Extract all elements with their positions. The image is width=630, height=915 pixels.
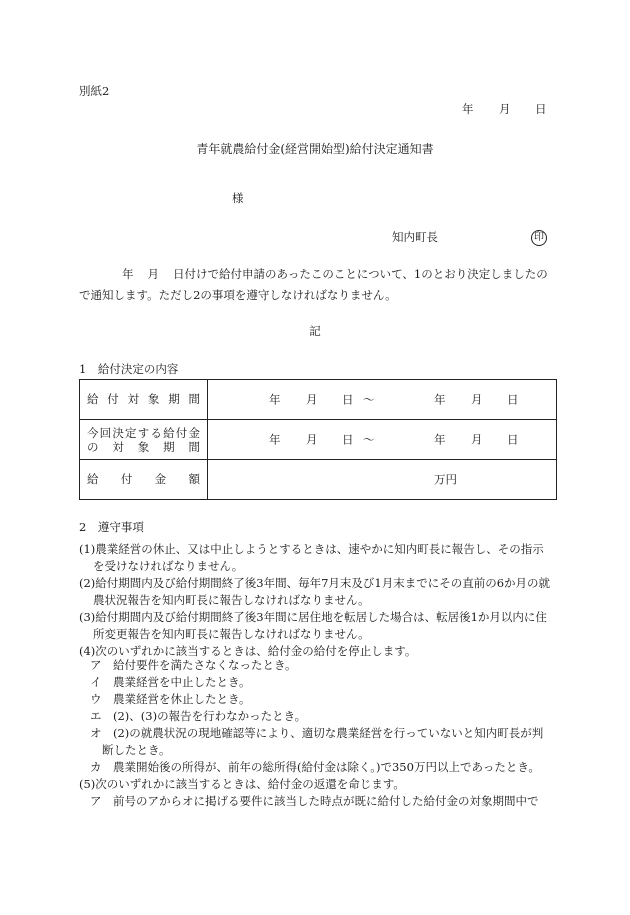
- tilde: 〜: [363, 431, 375, 446]
- intro-paragraph: [79, 264, 559, 306]
- from-month: 月: [306, 391, 318, 406]
- section-2-heading: 2 遵守事項: [79, 520, 144, 534]
- rule-item-3: (3)給付期間内及び給付期間終了後3年間に居住地を転居した場合は、転居後1か月以内に住 所変更報告を知内町長に報告しなければなりません。: [79, 610, 547, 641]
- to-month: 月: [471, 431, 483, 446]
- intro-year: 年: [122, 267, 134, 281]
- table-row: [80, 380, 557, 420]
- from-day: 日: [342, 391, 354, 406]
- from-month: 月: [306, 431, 318, 446]
- rule-item-2: (2)給付期間内及び給付期間終了後3年間、毎年7月末及び1月末までにその直前の6か月の就 農状況報告を知内町長に報告しなければなりません。: [79, 576, 551, 607]
- issuer-name: 知内町長: [392, 230, 438, 244]
- decision-table: [79, 379, 557, 500]
- date-day: 日: [535, 102, 547, 116]
- tilde: 〜: [363, 391, 375, 406]
- sub-item-o: オ (2)の就農状況の現地確認等により、適切な農業経営を行っていないと知内町長が判: [90, 726, 544, 740]
- value-amount: [208, 460, 557, 500]
- to-day: 日: [507, 431, 519, 446]
- value-current-period: [208, 420, 557, 460]
- ki-marker: 記: [309, 324, 321, 338]
- from-year: 年: [269, 431, 281, 446]
- table-row: [80, 460, 557, 500]
- sub-item-ka: カ 農業開始後の所得が、前年の総所得(給付金は除く。)で350万円以上であったとき。: [90, 760, 540, 774]
- sub-item-i: イ 農業経営を中止したとき。: [90, 675, 251, 689]
- date-year: 年: [462, 102, 474, 116]
- rule-item-5: (5)次のいずれかに該当するときは、給付金の返還を命じます。: [79, 777, 405, 791]
- sub5-item-a: ア 前号のアからオに掲げる要件に該当した時点が既に給付した給付金の対象期間中で: [90, 794, 539, 808]
- amount-unit: 万円: [434, 471, 457, 486]
- sub-item-u: ウ 農業経営を休止したとき。: [90, 692, 251, 706]
- from-year: 年: [269, 391, 281, 406]
- seal-mark: 印: [531, 230, 547, 246]
- form-number: 別紙2: [79, 84, 110, 98]
- to-year: 年: [434, 391, 446, 406]
- sub-item-o-cont: 断したとき。: [102, 743, 171, 757]
- recipient-suffix: 様: [232, 191, 244, 205]
- intro-rest: 日付けで給付申請のあったこのことについて、1のとおり決定しましたの: [173, 267, 548, 281]
- rule-item-4: (4)次のいずれかに該当するときは、給付金の給付を停止します。: [79, 644, 417, 658]
- to-year: 年: [434, 431, 446, 446]
- table-row: [80, 420, 557, 460]
- sub-item-e: エ (2)、(3)の報告を行わなかったとき。: [90, 709, 307, 723]
- value-period: [208, 380, 557, 420]
- intro-line-2: で通知します。ただし2の事項を遵守しなければなりません。: [79, 288, 397, 302]
- intro-line-1: [79, 264, 559, 285]
- from-day: 日: [342, 431, 354, 446]
- label-current-period: 今回決定する給付金 の対象期間: [80, 420, 208, 460]
- date-month: 月: [499, 102, 511, 116]
- to-day: 日: [507, 391, 519, 406]
- label-amount: 給付金額: [80, 460, 208, 500]
- rule-item-1: (1)農業経営の休止、又は中止しようとするときは、速やかに知内町長に報告し、その指示 を受けなければなりません。: [79, 542, 544, 573]
- label-period: 給付対象期間: [80, 380, 208, 420]
- sub-item-a: ア 給付要件を満たさなくなったとき。: [90, 658, 297, 672]
- document-title: 青年就農給付金(経営開始型)給付決定通知書: [196, 142, 434, 156]
- intro-month: 月: [147, 267, 159, 281]
- to-month: 月: [471, 391, 483, 406]
- section-1-heading: 1 給付決定の内容: [79, 362, 179, 376]
